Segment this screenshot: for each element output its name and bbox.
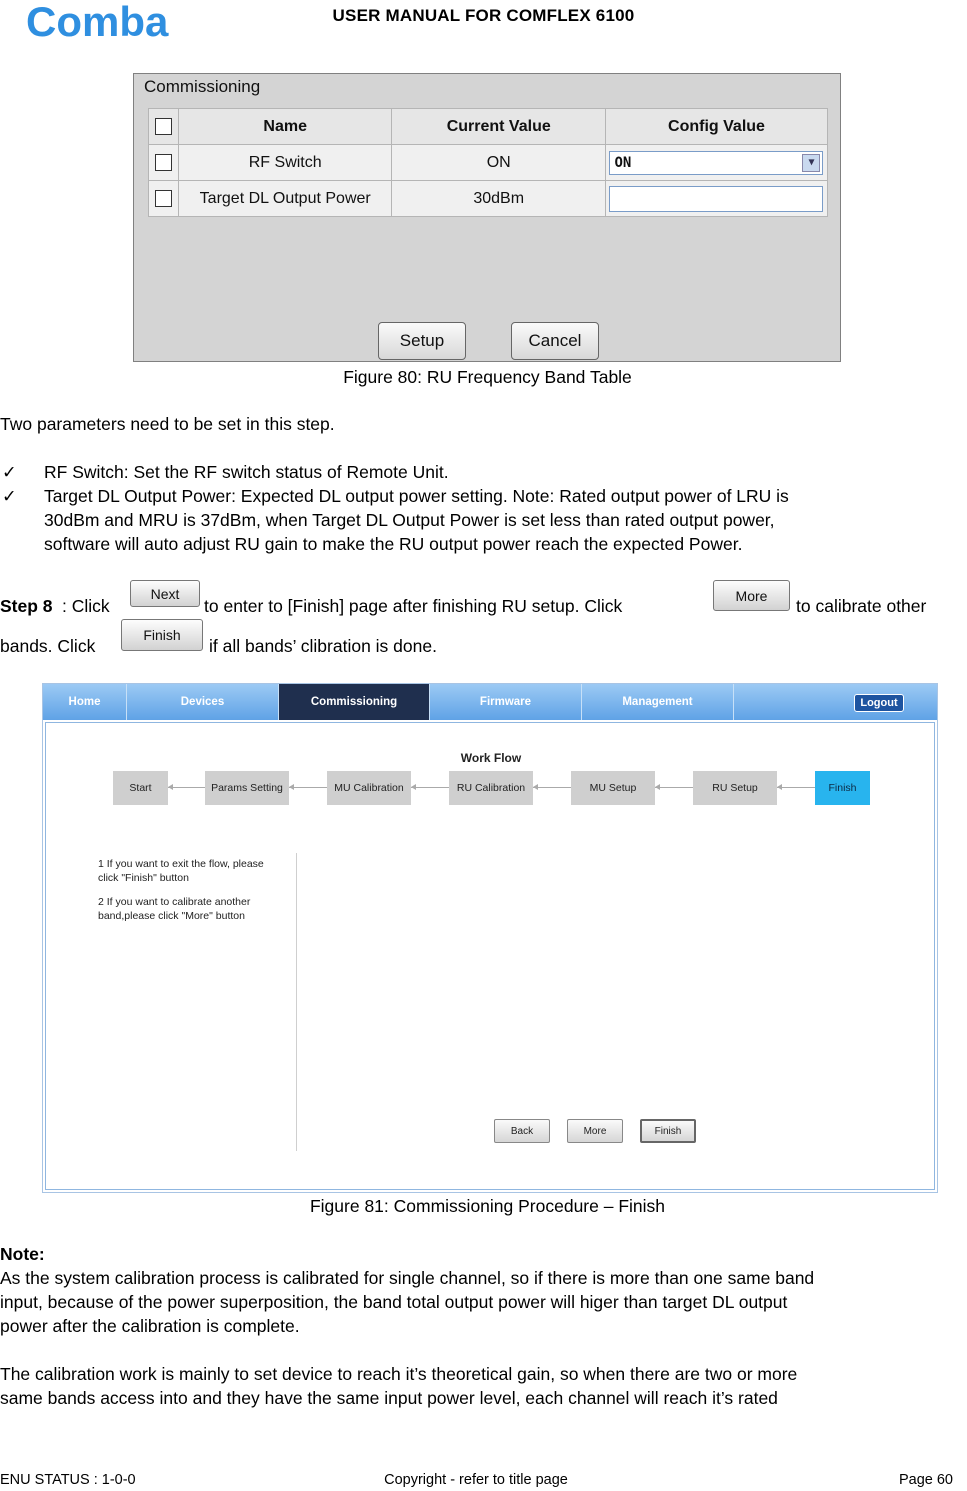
nav-home[interactable]: Home <box>43 684 127 720</box>
footer-copyright: Copyright - refer to title page <box>384 1472 568 1488</box>
step-text: bands. Click <box>0 636 96 656</box>
intro-paragraph: Two parameters need to be set in this step. <box>0 414 335 434</box>
row-name: RF Switch <box>178 145 392 181</box>
target-dl-power-input[interactable] <box>609 186 823 212</box>
finish-button[interactable]: Finish <box>640 1119 696 1143</box>
arrow-icon <box>777 787 815 788</box>
document-title: USER MANUAL FOR COMFLEX 6100 <box>332 6 635 25</box>
step-text: : Click <box>62 596 110 616</box>
nav-devices[interactable]: Devices <box>127 684 279 720</box>
next-button[interactable]: Next <box>130 580 200 607</box>
row-current-value: ON <box>392 145 606 181</box>
check-icon: ✓ <box>2 486 17 506</box>
nav-commissioning[interactable]: Commissioning <box>279 684 430 720</box>
row-checkbox[interactable] <box>155 190 172 207</box>
nav-management[interactable]: Management <box>582 684 734 720</box>
bullet-line: RF Switch: Set the RF switch status of Remote Unit. <box>44 462 449 482</box>
note-line: same bands access into and they have the same input power level, each channel will reach it’s rated <box>0 1388 778 1408</box>
note-line: As the system calibration process is calibrated for single channel, so if there is more than one same band <box>0 1268 815 1288</box>
arrow-icon <box>289 787 327 788</box>
step-text: to calibrate other <box>796 596 927 616</box>
workflow-panel <box>45 722 935 1190</box>
rf-switch-select[interactable] <box>609 151 823 175</box>
note-line: click "Finish" button <box>98 872 189 884</box>
cancel-button[interactable]: Cancel <box>511 322 599 360</box>
footer-status: ENU STATUS : 1-0-0 <box>0 1472 136 1488</box>
config-cell <box>605 181 827 217</box>
step-params-setting[interactable]: Params Setting <box>205 771 289 805</box>
step-label: Step 8 <box>0 596 53 616</box>
column-header-name: Name <box>178 109 392 145</box>
note-line: power after the calibration is complete. <box>0 1316 300 1336</box>
arrow-icon <box>655 787 693 788</box>
more-button[interactable]: More <box>713 580 790 611</box>
more-button[interactable]: More <box>567 1119 623 1143</box>
table-row <box>149 145 828 181</box>
step-mu-calibration[interactable]: MU Calibration <box>327 771 411 805</box>
row-name: Target DL Output Power <box>178 181 392 217</box>
figure-80-caption: Figure 80: RU Frequency Band Table <box>343 367 632 387</box>
header-checkbox-cell <box>149 109 179 145</box>
back-button[interactable]: Back <box>494 1119 550 1143</box>
arrow-icon <box>168 787 205 788</box>
note-line: The calibration work is mainly to set device to reach it’s theoretical gain, so when there are two or more <box>0 1364 798 1384</box>
chevron-down-icon[interactable]: ▼ <box>802 154 820 172</box>
nav-firmware[interactable]: Firmware <box>430 684 582 720</box>
row-current-value: 30dBm <box>392 181 606 217</box>
workflow-title: Work Flow <box>460 751 522 765</box>
step-ru-calibration[interactable]: RU Calibration <box>449 771 533 805</box>
column-header-current-value: Current Value <box>392 109 606 145</box>
step-finish[interactable]: Finish <box>815 771 870 805</box>
footer-page-number: Page 60 <box>898 1472 953 1488</box>
bullet-line: software will auto adjust RU gain to make the RU output power reach the expected Power. <box>44 534 743 554</box>
step-ru-setup[interactable]: RU Setup <box>693 771 777 805</box>
arrow-icon <box>533 787 571 788</box>
logout-button[interactable]: Logout <box>854 694 904 712</box>
note-line: band,please click "More" button <box>98 910 245 922</box>
web-ui-screenshot <box>42 683 938 1193</box>
row-checkbox-cell <box>149 181 179 217</box>
divider <box>296 853 297 1151</box>
step-text: to enter to [Finish] page after finishing RU setup. Click <box>204 596 623 616</box>
finish-button[interactable]: Finish <box>121 619 203 651</box>
row-checkbox-cell <box>149 145 179 181</box>
table-header-row <box>149 109 828 145</box>
logo-text: Comba <box>26 2 169 42</box>
row-checkbox[interactable] <box>155 154 172 171</box>
parameter-table <box>148 108 828 217</box>
rf-switch-select-value: ON <box>614 154 632 171</box>
select-all-checkbox[interactable] <box>155 118 172 135</box>
note-line: input, because of the power superposition, the band total output power will higer than target DL output <box>0 1292 788 1312</box>
figure-81-caption: Figure 81: Commissioning Procedure – Finish <box>309 1196 666 1216</box>
config-cell <box>605 145 827 181</box>
column-header-config-value: Config Value <box>605 109 827 145</box>
step-text: if all bands’ clibration is done. <box>209 636 437 656</box>
bullet-line: 30dBm and MRU is 37dBm, when Target DL Output Power is set less than rated output power, <box>44 510 775 530</box>
note-line: 1 If you want to exit the flow, please <box>98 858 264 870</box>
setup-button[interactable]: Setup <box>378 322 466 360</box>
top-nav <box>43 684 937 720</box>
check-icon: ✓ <box>2 462 17 482</box>
note-heading: Note: <box>0 1244 45 1264</box>
bullet-line: Target DL Output Power: Expected DL output power setting. Note: Rated output power of LRU is <box>44 486 789 506</box>
arrow-icon <box>411 787 449 788</box>
note-line: 2 If you want to calibrate another <box>98 896 251 908</box>
commissioning-dialog <box>133 73 841 362</box>
step-start[interactable]: Start <box>113 771 168 805</box>
table-row <box>149 181 828 217</box>
step-mu-setup[interactable]: MU Setup <box>571 771 655 805</box>
dialog-title: Commissioning <box>144 77 261 96</box>
